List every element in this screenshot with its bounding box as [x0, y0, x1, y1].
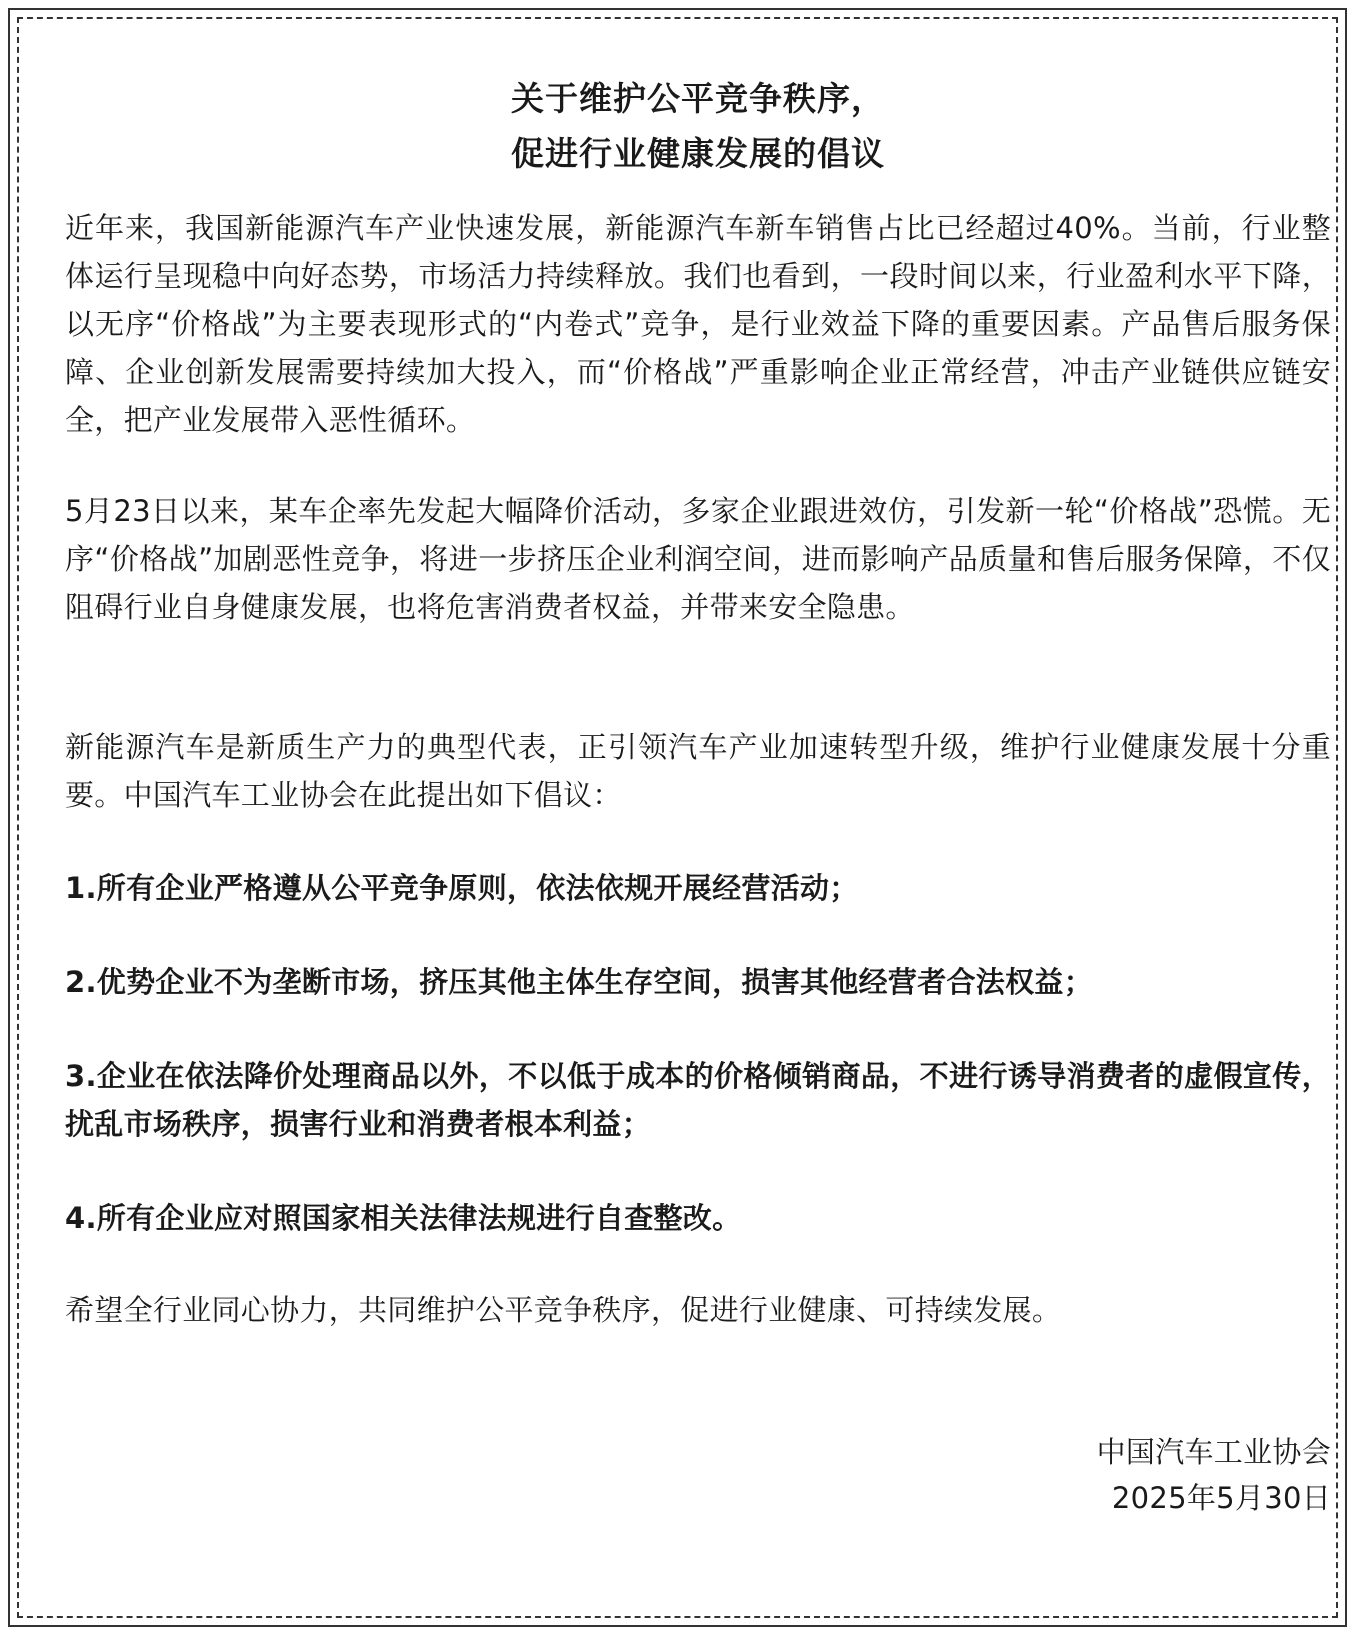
- signature-organization: 中国汽车工业协会: [1096, 1435, 1331, 1469]
- paragraph-1: 近年来，我国新能源汽车产业快速发展，新能源汽车新车销售占比已经超过40%。当前，行业整体运行呈现稳中向好态势，市场活力持续释放。我们也看到，一段时间以来，行业盈利水平下降，以无序“价格战”为主要表现形式的“内卷式”竞争，是行业效益下降的重要因素。产品售后服务保障、企业创新发展需要持续加大投入，而“价格战”严重影响企业正常经营，冲击产业链供应链安全，把产业发展带入恶性循环。: [65, 211, 1331, 437]
- proposal-item-4: 4.所有企业应对照国家相关法律法规进行自查整改。: [65, 1201, 742, 1235]
- signature-date: 2025年5月30日: [1111, 1481, 1331, 1515]
- proposal-item-3: 3.企业在依法降价处理商品以外，不以低于成本的价格倾销商品，不进行诱导消费者的虚假宣传，扰乱市场秩序，损害行业和消费者根本利益；: [65, 1059, 1331, 1141]
- paragraph-2: 5月23日以来，某车企率先发起大幅降价活动，多家企业跟进效仿，引发新一轮“价格战”恐慌。无序“价格战”加剧恶性竞争，将进一步挤压企业利润空间，进而影响产品质量和售后服务保障，不仅阻碍行业自身健康发展，也将危害消费者权益，并带来安全隐患。: [65, 494, 1331, 624]
- proposal-item-1: 1.所有企业严格遵从公平竞争原则，依法依规开展经营活动；: [65, 871, 859, 905]
- proposal-item-2: 2.优势企业不为垄断市场，挤压其他主体生存空间，损害其他经营者合法权益；: [65, 965, 1093, 999]
- paragraph-3: 新能源汽车是新质生产力的典型代表，正引领汽车产业加速转型升级，维护行业健康发展十分重要。中国汽车工业协会在此提出如下倡议：: [65, 730, 1331, 812]
- title-line-2: 促进行业健康发展的倡议: [511, 134, 885, 173]
- title-line-1: 关于维护公平竞争秩序，: [511, 79, 885, 118]
- dashed-border: [17, 17, 1338, 1618]
- closing-paragraph: 希望全行业同心协力，共同维护公平竞争秩序，促进行业健康、可持续发展。: [65, 1293, 1062, 1327]
- document-title: [65, 71, 1331, 181]
